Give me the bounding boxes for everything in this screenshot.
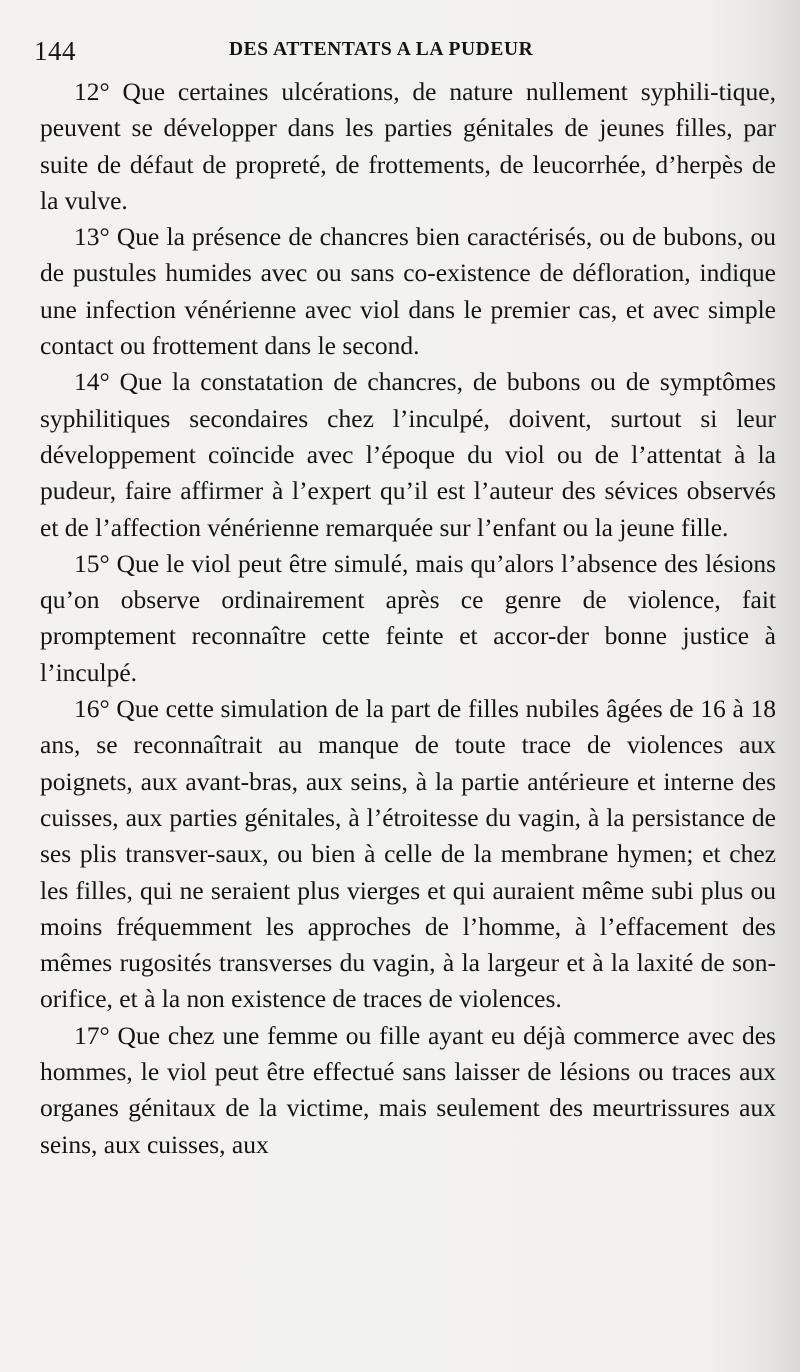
page-header [34,36,764,66]
paragraph-12: 12° Que certaines ulcérations, de nature nullement syphili-tique, peuvent se développer dans les parties génitales de jeunes filles, par suite de défaut de propreté, de frottements, de leucorrhée, d’herpès de la vulve. [40,77,776,215]
body-text [40,74,776,1163]
paragraph-14: 14° Que la constatation de chancres, de bubons ou de symptômes syphilitiques secondaires chez l’inculpé, doivent, surtout si leur développement coïncide avec l’époque du viol ou de l’attentat à la pudeur, faire affirmer à l’expert qu’il est l’auteur des sévices observés et de l’affection vénérienne remarquée sur l’enfant ou la jeune fille. [40,367,776,542]
paragraph-16: 16° Que cette simulation de la part de filles nubiles âgées de 16 à 18 ans, se reconnaîtrait au manque de toute trace de violences aux poignets, aux avant-bras, aux seins, à la partie antérieure et interne des cuisses, aux parties génitales, à l’étroitesse du vagin, à la persistance de ses plis transver-saux, ou bien à celle de la membrane hymen; et chez les filles, qui ne seraient plus vierges et qui auraient même subi plus ou moins fréquemment les approches de l’homme, à l’effacement des mêmes rugosités transverses du vagin, à la largeur et à la laxité de son-orifice, et à la non existence de traces de violences. [40,694,776,1014]
paragraph-13: 13° Que la présence de chancres bien caractérisés, ou de bubons, ou de pustules humides avec ou sans co-existence de défloration, indique une infection vénérienne avec viol dans le premier cas, et avec simple contact ou frottement dans le second. [40,222,776,361]
paragraph-15: 15° Que le viol peut être simulé, mais qu’alors l’absence des lésions qu’on observe ordinairement après ce genre de violence, fait promptement reconnaître cette feinte et accor-der bonne justice à l’inculpé. [40,548,776,687]
paragraph-17: 17° Que chez une femme ou fille ayant eu déjà commerce avec des hommes, le viol peut être effectué sans laisser de lésions ou traces aux organes génitaux de la victime, mais seulement des meurtrissures aux seins, aux cuisses, aux [40,1020,776,1159]
page-number: 144 [34,36,76,66]
running-title: DES ATTENTATS A LA PUDEUR [229,39,534,60]
